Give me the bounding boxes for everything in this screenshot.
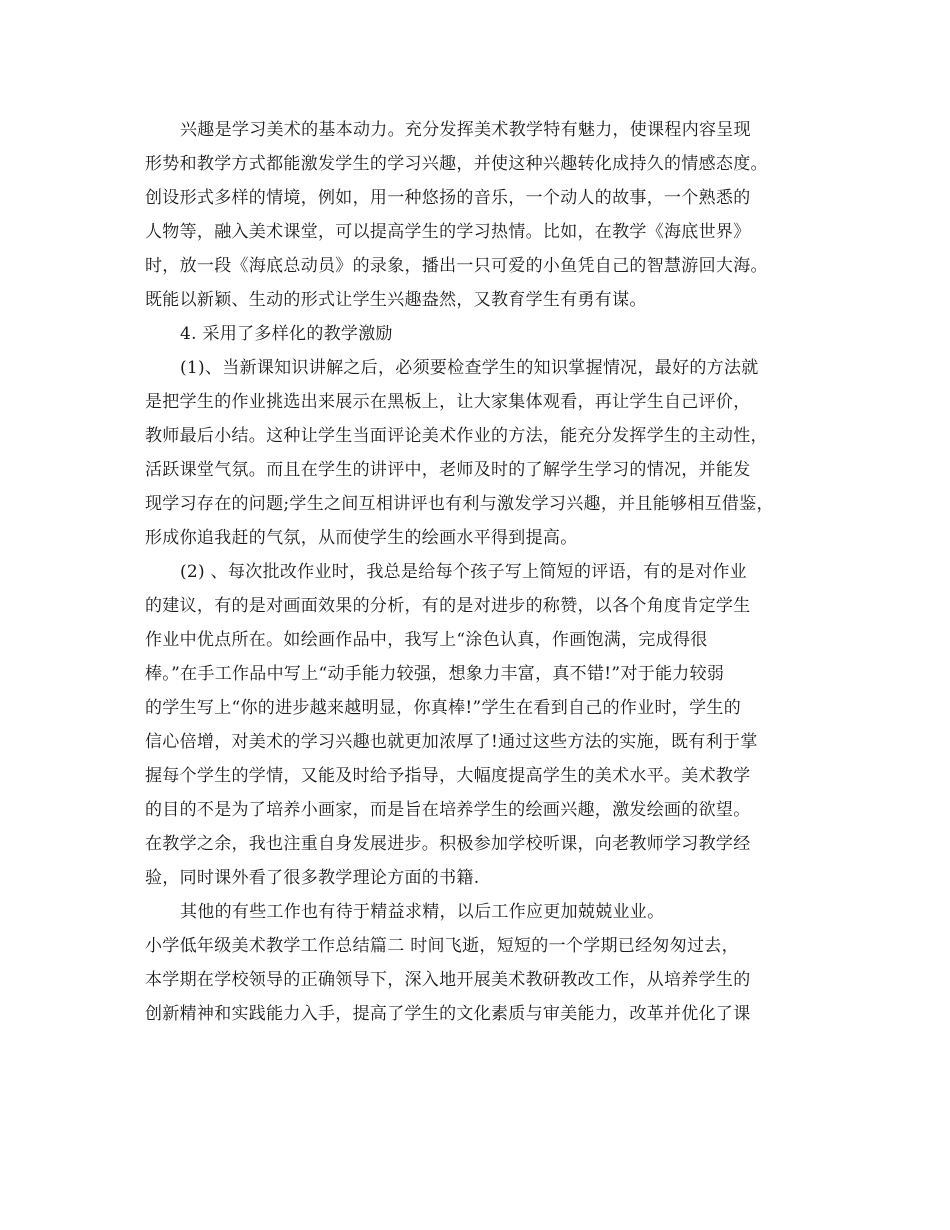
- text-line: 创新精神和实践能力入手，提高了学生的文化素质与审美能力，改革并优化了课: [145, 1004, 751, 1024]
- text-line: 作业中优点所在。如绘画作品中，我写上“涂色认真，作画饱满，完成得很: [145, 630, 708, 650]
- text-line: (1)、当新课知识讲解之后，必须要检查学生的知识掌握情况，最好的方法就: [180, 358, 759, 378]
- text-line: 人物等，融入美术课堂，可以提高学生的学习热情。比如，在教学《海底世界》: [145, 222, 751, 242]
- text-line: 在教学之余，我也注重自身发展进步。积极参加学校听课，向老教师学习教学经: [145, 834, 751, 854]
- text-line: 形势和教学方式都能激发学生的学习兴趣，并使这种兴趣转化成持久的情感态度。: [145, 154, 768, 174]
- text-line: 其他的有些工作也有待于精益求精，以后工作应更加兢兢业业。: [180, 902, 665, 922]
- text-line: 现学习存在的问题;学生之间互相讲评也有利与激发学习兴趣，并且能够相互借鉴，: [145, 494, 774, 514]
- text-line: 创设形式多样的情境，例如，用一种悠扬的音乐，一个动人的故事，一个熟悉的: [145, 188, 751, 208]
- text-line: 信心倍增，对美术的学习兴趣也就更加浓厚了!通过这些方法的实施，既有利于掌: [145, 732, 758, 752]
- text-line: 棒。”在手工作品中写上“动手能力较强，想象力丰富，真不错!”对于能力较弱: [145, 664, 725, 684]
- text-line: 握每个学生的学情，又能及时给予指导，大幅度提高学生的美术水平。美术教学: [145, 766, 751, 786]
- text-line: 形成你追我赶的气氛，从而使学生的绘画水平得到提高。: [145, 528, 578, 548]
- text-line: 小学低年级美术教学工作总结篇二 时间飞逝，短短的一个学期已经匆匆过去，: [145, 936, 739, 956]
- text-line: 的目的不是为了培养小画家，而是旨在培养学生的绘画兴趣，激发绘画的欲望。: [145, 800, 751, 820]
- text-line: 验，同时课外看了很多教学理论方面的书籍.: [145, 868, 480, 888]
- text-line: (2) 、每次批改作业时，我总是给每个孩子写上简短的评语，有的是对作业: [180, 562, 747, 582]
- text-line: 是把学生的作业挑选出来展示在黑板上，让大家集体观看，再让学生自己评价，: [145, 392, 751, 412]
- text-line: 的建议，有的是对画面效果的分析，有的是对进步的称赞，以各个角度肯定学生: [145, 596, 751, 616]
- text-line: 兴趣是学习美术的基本动力。充分发挥美术教学特有魅力，使课程内容呈现: [180, 120, 751, 140]
- text-line: 既能以新颖、生动的形式让学生兴趣盎然，又教育学生有勇有谋。: [145, 290, 647, 310]
- text-line: 本学期在学校领导的正确领导下，深入地开展美术教研教改工作，从培养学生的: [145, 970, 751, 990]
- text-line: 时，放一段《海底总动员》的录象，播出一只可爱的小鱼凭自己的智慧游回大海。: [145, 256, 768, 276]
- text-line: 活跃课堂气氛。而且在学生的讲评中，老师及时的了解学生学习的情况，并能发: [145, 460, 751, 480]
- text-line: 的学生写上“你的进步越来越明显，你真棒!”学生在看到自己的作业时，学生的: [145, 698, 742, 718]
- section-heading: 4. 采用了多样化的教学激励: [180, 324, 393, 344]
- text-line: 教师最后小结。这种让学生当面评论美术作业的方法，能充分发挥学生的主动性，: [145, 426, 768, 446]
